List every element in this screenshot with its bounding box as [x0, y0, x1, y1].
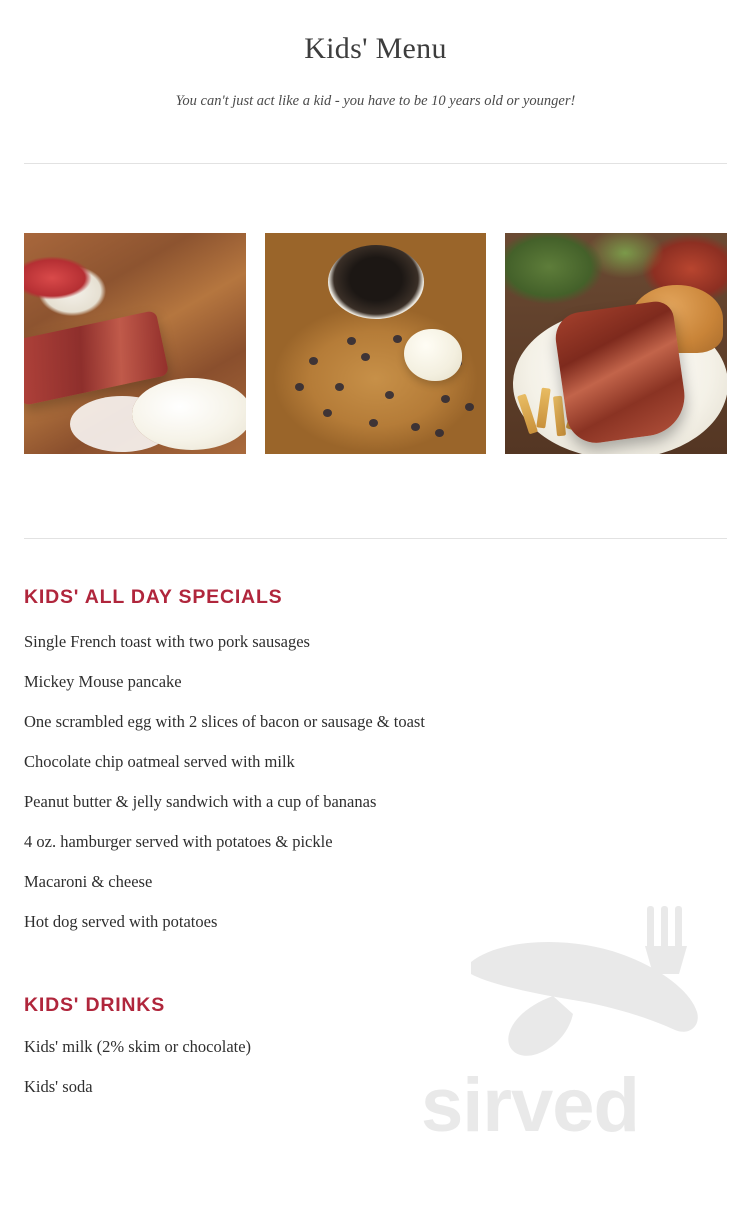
- menu-item: Mickey Mouse pancake: [24, 671, 182, 691]
- divider-top: [24, 163, 727, 164]
- menu-item: Peanut butter & jelly sandwich with a cup of bananas: [24, 791, 377, 811]
- french-toast-bacon-eggs-photo[interactable]: [24, 233, 246, 454]
- fries: [523, 388, 609, 438]
- bacon-burger-salad-photo[interactable]: [505, 233, 727, 454]
- burger-bun: [631, 285, 723, 353]
- menu-item: Macaroni & cheese: [24, 871, 153, 891]
- menu-item: Kids' soda: [24, 1076, 93, 1096]
- page-title: Kids' Menu: [304, 32, 447, 65]
- menu-item: 4 oz. hamburger served with potatoes & pickle: [24, 831, 333, 851]
- blueberry-pancake-syrup-photo[interactable]: [265, 233, 487, 454]
- menu-content: [0, 539, 751, 1097]
- section-heading-drinks: KIDS' DRINKS: [24, 993, 165, 1016]
- menu-item: Single French toast with two pork sausages: [24, 632, 310, 651]
- watermark-text: sirved: [421, 1063, 639, 1148]
- menu-item: Chocolate chip oatmeal served with milk: [24, 751, 295, 771]
- blueberry-dots: [265, 233, 487, 454]
- photo-gallery: [0, 233, 751, 454]
- menu-item: One scrambled egg with 2 slices of bacon or sausage & toast: [24, 711, 425, 731]
- page-subtitle: You can't just act like a kid - you have to be 10 years old or younger!: [175, 93, 576, 109]
- menu-item: Kids' milk (2% skim or chocolate): [24, 1036, 252, 1056]
- section-heading-all-day-specials: KIDS' ALL DAY SPECIALS: [24, 586, 283, 608]
- menu-item: Hot dog served with potatoes: [24, 911, 218, 931]
